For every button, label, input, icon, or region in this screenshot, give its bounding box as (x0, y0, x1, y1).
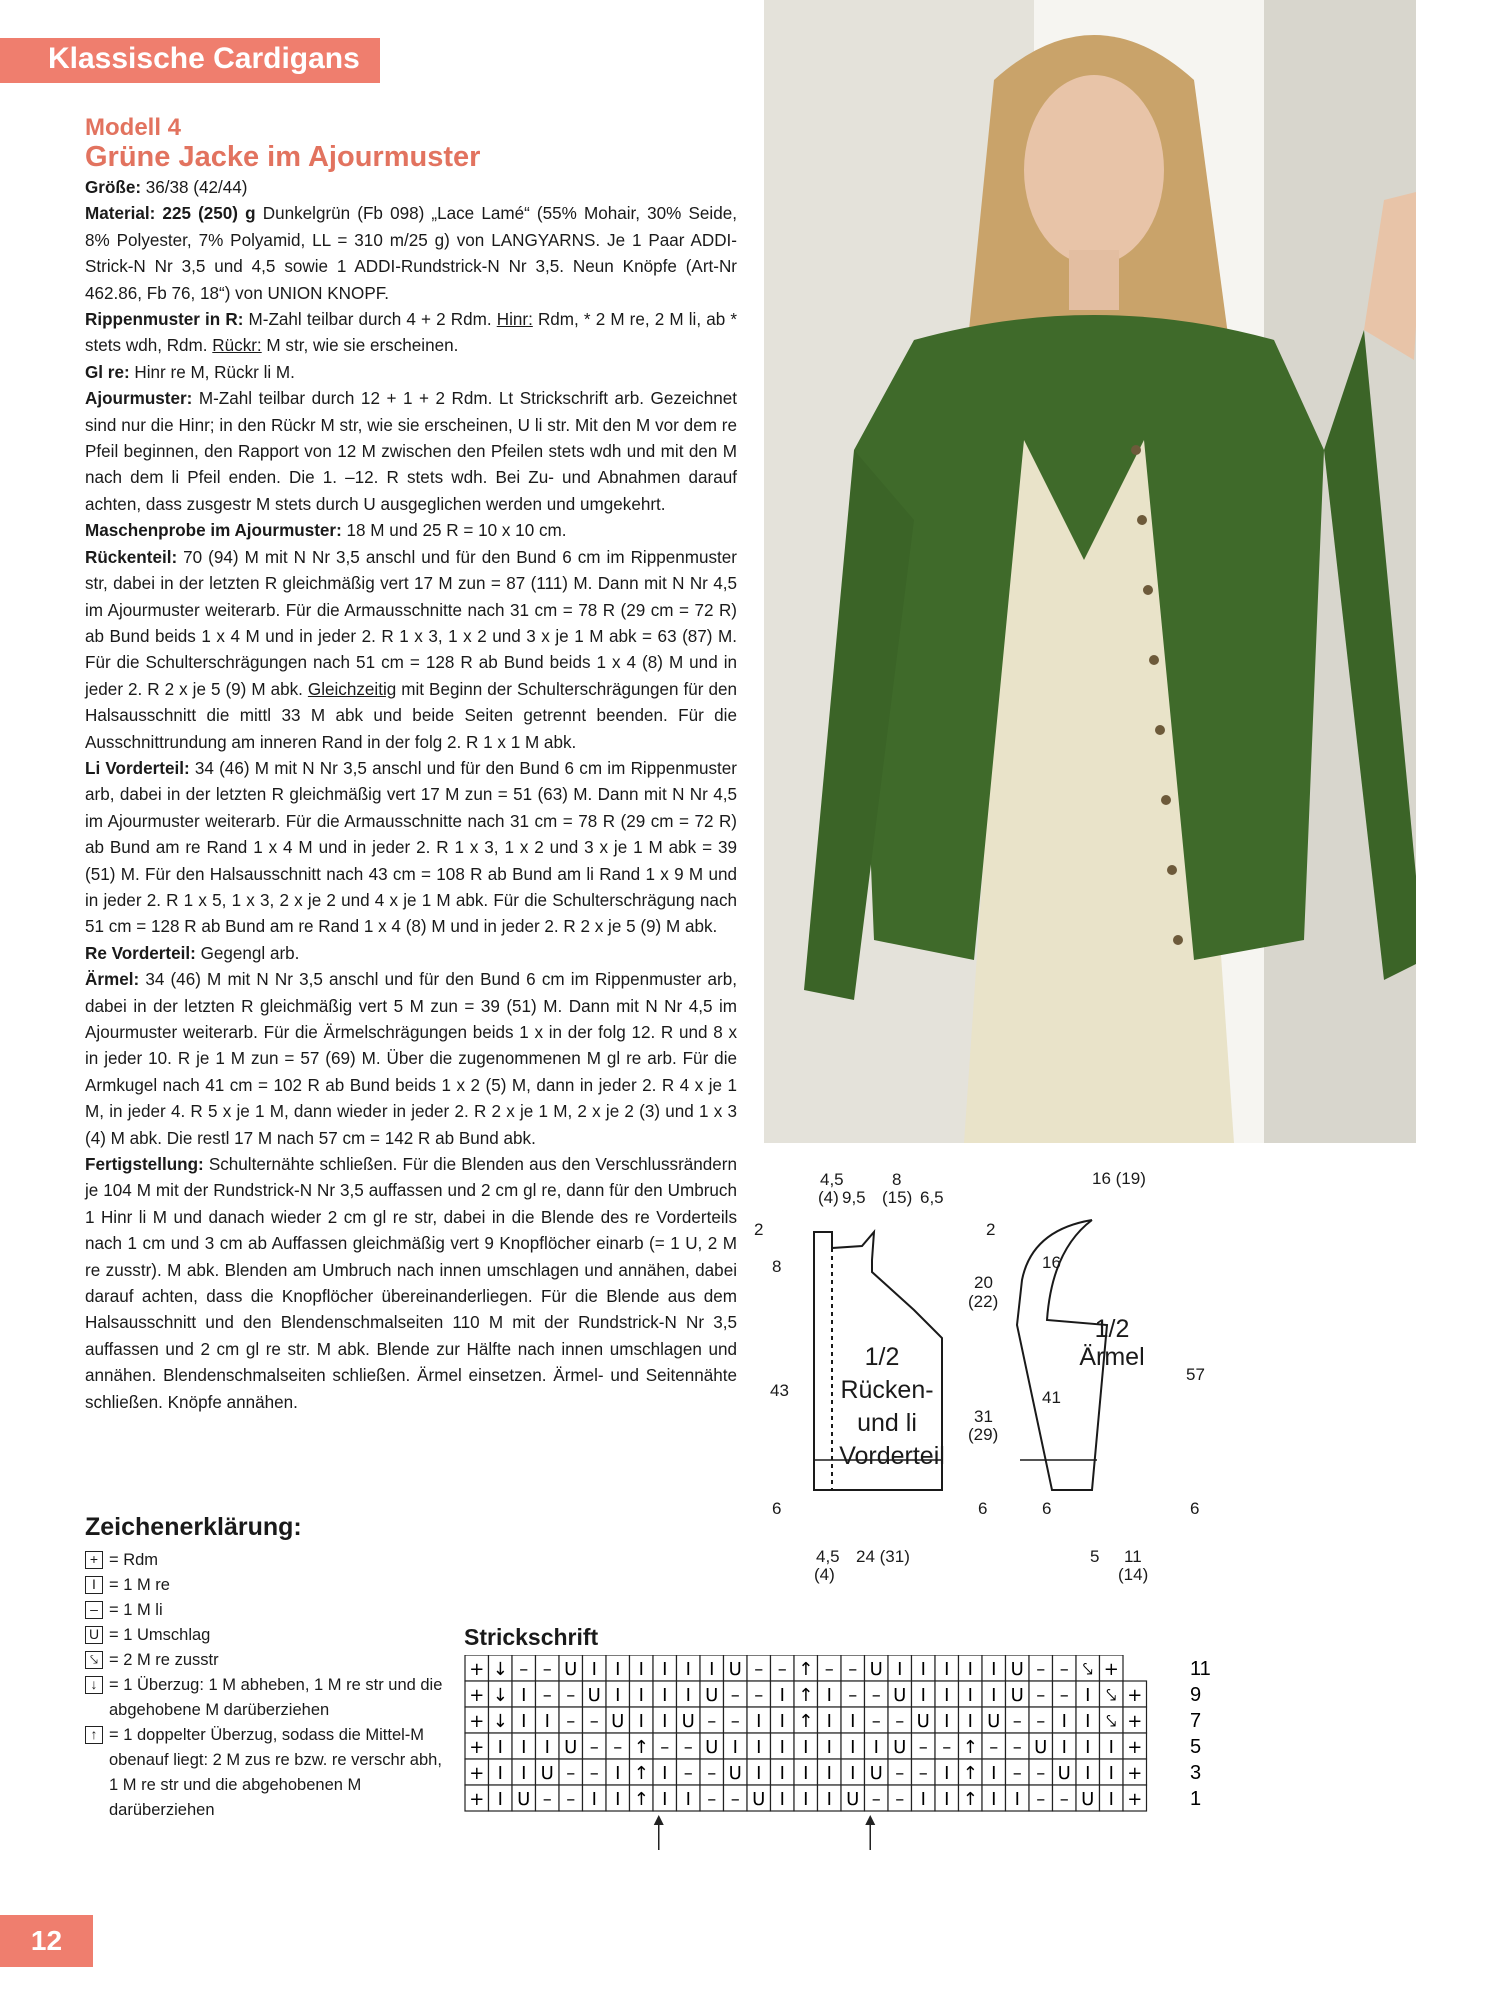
dim-right-2: 2 (986, 1220, 996, 1239)
body-label-4: Vorderteil (839, 1442, 945, 1470)
chart-symbol: – (589, 1763, 599, 1784)
chart-symbol: – (777, 1659, 787, 1680)
chart-symbol: – (895, 1789, 905, 1810)
dim-top-b: 9,5 (842, 1188, 866, 1207)
chart-symbol: I (1085, 1737, 1091, 1758)
chart-symbol: I (709, 1659, 715, 1680)
chart-symbol: – (989, 1737, 999, 1758)
chart-symbol: I (756, 1763, 762, 1784)
dim-right-29: (29) (968, 1425, 999, 1444)
chart-symbol: + (469, 1711, 485, 1732)
dim-bottom-b: 24 (31) (856, 1547, 910, 1566)
model-photo (764, 0, 1416, 1143)
finishing-label: Fertigstellung: (85, 1155, 204, 1175)
legend (85, 1513, 445, 1823)
model-photo-illustration (764, 0, 1416, 1143)
chart-symbol: – (707, 1711, 717, 1732)
chart-symbol: I (1085, 1711, 1091, 1732)
chart-symbol: I (521, 1711, 527, 1732)
chart-symbol: I (1014, 1789, 1020, 1810)
chart-symbol: I (944, 1711, 950, 1732)
dim-right-22: (22) (968, 1292, 999, 1311)
chart-symbol: U (916, 1711, 930, 1732)
skp-icon: ↓ (85, 1676, 103, 1694)
chart-symbol: U (893, 1685, 907, 1706)
chart-symbol: I (756, 1711, 762, 1732)
left-front-label: Li Vorderteil: (85, 758, 190, 778)
dim-sleeve-bottom-b: 11 (1124, 1547, 1142, 1566)
chart-symbol: U (869, 1659, 883, 1680)
chart-symbol: – (848, 1659, 858, 1680)
chart-symbol: ⤥ (1106, 1711, 1117, 1732)
chart-symbol: I (756, 1737, 762, 1758)
dim-right-6: 6 (978, 1499, 988, 1518)
chart-symbol: I (1061, 1711, 1067, 1732)
chart-symbol: ⤥ (1106, 1685, 1117, 1706)
chart-symbol: – (730, 1789, 740, 1810)
chart-symbol: I (779, 1737, 785, 1758)
chart-symbol: I (826, 1789, 832, 1810)
body-label-1: 1/2 (864, 1343, 900, 1371)
sleeve-label-2: Ärmel (1079, 1343, 1145, 1371)
rib-rs-label: Hinr: (496, 310, 533, 330)
double-decrease-icon: ↑ (85, 1726, 103, 1744)
legend-item-text: = 1 M li (109, 1601, 163, 1619)
legend-item (85, 1623, 445, 1648)
chart-symbol: – (754, 1685, 764, 1706)
chart-symbol: U (893, 1737, 907, 1758)
dim-sleeve-top: 16 (19) (1092, 1169, 1146, 1188)
chart-symbol: I (638, 1711, 644, 1732)
chart-symbol: I (685, 1685, 691, 1706)
chart-symbol: U (1057, 1763, 1071, 1784)
dim-sleeve-6r: 6 (1190, 1499, 1200, 1518)
chart-symbol: – (871, 1685, 881, 1706)
instructions-column (85, 115, 737, 1416)
chart-symbol: I (826, 1685, 832, 1706)
dim-top-a2: (4) (818, 1188, 839, 1207)
chart-symbol: + (1127, 1711, 1143, 1732)
chart-symbol: U (705, 1737, 719, 1758)
chart-symbol: I (615, 1659, 621, 1680)
chart-symbol: – (1036, 1685, 1046, 1706)
page-number: 12 (0, 1915, 93, 1967)
purl-icon: – (85, 1601, 103, 1619)
dim-top-d: 6,5 (920, 1188, 944, 1207)
chart-symbol: U (1010, 1659, 1024, 1680)
chart-row-number: 9 (1190, 1684, 1202, 1706)
sleeve-text: 34 (46) M mit N Nr 3,5 anschl und für den Bund 6 cm im Rippenmuster arb, dabei in der letzten R gleichmäßig vert 5 M zun = 39 (51) M. Dann mit N Nr 4,5 im Ajourmuster weiterarb. Für die Ärmelschrägungen beids 1 x in der folg 12. R und 8 x in jeder 10. R je 1 M zun = 57 (69) M. Über die zugenommenen M gl re arb. Für die Armkugel nach 41 cm = 102 R ab Bund beids 1 x 2 (5) M, dann in jeder 2. R 4 x je 1 M, in jeder 4. R 5 x je 1 M, dann wieder in jeder 2. R 2 x je 1 M, 2 x je 2 (3) und 1 x 3 (4) M abk. Die restl 17 M nach 57 cm = 142 R ab Bund abk. (85, 970, 737, 1148)
sleeve-paragraph (85, 967, 737, 1152)
chart-symbol: – (1059, 1685, 1069, 1706)
chart-symbol: I (497, 1763, 503, 1784)
chart-symbol: I (1108, 1789, 1114, 1810)
legend-item (85, 1673, 445, 1723)
lace-text: M-Zahl teilbar durch 12 + 1 + 2 Rdm. Lt Strickschrift arb. Gezeichnet sind nur die Hinr; in den Rückr M str, wie sie erscheinen, U li str. Mit den M vor dem re Pfeil beginnen, den Rapport von 12 M zwischen den Pfeilen stets wdh und mit den M nach dem li Pfeil enden. Die 1. –12. R stets wdh. Bei Zu- und Abnahmen darauf achten, dass zusgestr M stets durch U ausgeglichen werden und umgekehrt. (85, 389, 737, 514)
chart-symbol: I (615, 1763, 621, 1784)
chart-symbol: – (566, 1763, 576, 1784)
chart-symbol: U (987, 1711, 1001, 1732)
chart-symbol: I (521, 1763, 527, 1784)
chart-symbol: ↑ (633, 1763, 649, 1784)
chart-symbol: – (707, 1763, 717, 1784)
chart-symbol: I (732, 1737, 738, 1758)
chart-symbol: U (705, 1685, 719, 1706)
dim-left-8: 8 (772, 1257, 782, 1276)
chart-symbol: I (850, 1763, 856, 1784)
chart-symbol: I (497, 1737, 503, 1758)
chart-symbol: I (497, 1789, 503, 1810)
legend-item (85, 1598, 445, 1623)
chart-symbol: I (1061, 1737, 1067, 1758)
chart-symbol: U (611, 1711, 625, 1732)
chart-symbol: I (685, 1659, 691, 1680)
chart-symbol: U (564, 1659, 578, 1680)
legend-item-text: = 1 Überzug: 1 M abheben, 1 M re str und die abgehobene M darüberziehen (109, 1676, 443, 1719)
chart-symbol: – (1036, 1763, 1046, 1784)
chart-symbol: – (871, 1711, 881, 1732)
legend-item-text: = 2 M re zusstr (109, 1651, 219, 1669)
back-text-2: mit Beginn der Schulterschrägungen für den Halsausschnitt die mittl 33 M abk und beide Seiten getrennt beenden. Für die Ausschnittrundung am inneren Rand in der folg 2. R 1 x 1 M abk. (85, 679, 737, 752)
chart-symbol: U (587, 1685, 601, 1706)
chart-symbol: I (1108, 1763, 1114, 1784)
chart-symbol: + (1127, 1737, 1143, 1758)
left-front-paragraph (85, 756, 737, 941)
chart-symbol: – (683, 1763, 693, 1784)
chart-symbol: I (662, 1763, 668, 1784)
dim-top-c2: (15) (882, 1188, 913, 1207)
chart-row-number: 11 (1190, 1658, 1211, 1680)
selvedge-icon: + (85, 1551, 103, 1569)
chart-symbol: I (779, 1685, 785, 1706)
gauge-label: Maschenprobe im Ajourmuster: (85, 521, 342, 541)
chart-symbol: I (615, 1685, 621, 1706)
dim-sleeve-16: 16 (1042, 1253, 1061, 1272)
repeat-arrow-head (865, 1815, 875, 1825)
chart-symbol: – (730, 1711, 740, 1732)
k2tog-icon: ⤥ (85, 1651, 103, 1669)
chart-symbol: ↑ (962, 1789, 978, 1810)
chart-symbol: ↑ (962, 1737, 978, 1758)
size-text: 36/38 (42/44) (141, 178, 248, 197)
chart-symbol: U (1010, 1685, 1024, 1706)
stockinette-text: Hinr re M, Rückr li M. (129, 362, 295, 382)
chart-symbol: I (779, 1789, 785, 1810)
rib-ws-label: Rückr: (212, 336, 262, 356)
legend-item-text: = 1 doppelter Überzug, sodass die Mittel-M obenauf liegt: 2 M zus re bzw. re verschr abh, 1 M re str und die abgehobenen M darüberziehen (109, 1726, 442, 1819)
chart-symbol: ↓ (492, 1659, 508, 1680)
chart-symbol: I (920, 1685, 926, 1706)
chart-symbol: – (942, 1737, 952, 1758)
dim-left-6: 6 (772, 1499, 782, 1518)
chart-symbol: – (589, 1711, 599, 1732)
chart-symbol: + (469, 1685, 485, 1706)
chart-symbol: I (591, 1789, 597, 1810)
left-front-text: 34 (46) M mit N Nr 3,5 anschl und für den Bund 6 cm im Rippenmuster arb, dabei in der letzten R gleichmäßig vert 17 M zun = 51 (63) M. Dann mit N Nr 4,5 im Ajourmuster weiterarb. Für die Armausschnitte nach 31 cm = 78 R (29 cm = 72 R) ab Bund am re Rand 1 x 4 M und in jeder 2. R 1 x 3, 1 x 2 und 3 x je 1 M abk = 39 (51) M. Für den Halsausschnitt nach 43 cm = 108 R ab Bund am li Rand 1 x 9 M und in jeder 2. R 1 x 5, 1 x 3, 2 x je 2 und 4 x je 1 M abk. Für die Schulterschrägung nach 51 cm = 128 R ab Bund am re Rand 1 x 4 (8) M und in jeder 2. R 2 x je 5 (9) M abk. (85, 758, 737, 937)
stockinette-paragraph (85, 360, 737, 386)
right-front-text: Gegengl arb. (195, 943, 300, 963)
chart-symbol: I (991, 1789, 997, 1810)
chart-symbol: I (991, 1685, 997, 1706)
legend-item (85, 1723, 445, 1823)
chart-symbol: + (469, 1659, 485, 1680)
chart-symbol: – (895, 1711, 905, 1732)
chart-symbol: – (660, 1737, 670, 1758)
gauge-text: 18 M und 25 R = 10 x 10 cm. (341, 521, 567, 541)
chart-symbol: I (967, 1711, 973, 1732)
legend-item-text: = 1 Umschlag (109, 1626, 211, 1644)
chart-symbol: – (918, 1763, 928, 1784)
chart-symbol: I (991, 1659, 997, 1680)
chart-symbol: U (728, 1763, 742, 1784)
dim-sleeve-bottom-a: 5 (1090, 1547, 1100, 1566)
chart-symbol: – (871, 1789, 881, 1810)
chart-symbol: I (850, 1711, 856, 1732)
chart-row-number: 3 (1190, 1762, 1202, 1784)
dim-left-43: 43 (770, 1381, 789, 1400)
chart-symbol: I (803, 1737, 809, 1758)
body-label-2: Rücken- (840, 1376, 934, 1404)
chart-symbol: I (615, 1789, 621, 1810)
chart-symbol: I (920, 1789, 926, 1810)
chart-symbol: I (521, 1685, 527, 1706)
chart-symbol: I (591, 1659, 597, 1680)
legend-item-text: = Rdm (109, 1551, 159, 1569)
chart-symbol: U (681, 1711, 695, 1732)
chart-symbol: U (540, 1763, 554, 1784)
chart-symbol: I (1085, 1685, 1091, 1706)
chart-symbol: I (944, 1659, 950, 1680)
repeat-arrow-head (654, 1815, 664, 1825)
chart-symbol: ↓ (492, 1685, 508, 1706)
gauge-paragraph (85, 518, 737, 544)
yarn-over-icon: U (85, 1626, 103, 1644)
lace-pattern-paragraph (85, 386, 737, 518)
chart-symbol: I (685, 1789, 691, 1810)
back-text: 70 (94) M mit N Nr 3,5 anschl und für den Bund 6 cm im Rippenmuster str, dabei in der letzten R gleichmäßig vert 17 M zun = 87 (111) M. Dann mit N Nr 4,5 im Ajourmuster weiterarb. Für die Armausschnitte nach 31 cm = 78 R (29 cm = 72 R) ab Bund beids 1 x 4 M und in jeder 2. R 1 x 3, 1 x 2 und 3 x je 1 M abk = 63 (87) M. Für die Schulterschrägungen nach 51 cm = 128 R ab Bund beids 1 x 4 (8) M und in jeder 2. R 2 x je 5 (9) M abk. (85, 547, 737, 699)
chart-symbol: – (1036, 1711, 1046, 1732)
knit-icon: I (85, 1576, 103, 1594)
chart-symbol: – (1036, 1789, 1046, 1810)
finishing-paragraph (85, 1152, 737, 1416)
dim-right-20: 20 (974, 1273, 993, 1292)
chart-symbol: + (1103, 1659, 1119, 1680)
size-schematic (752, 1160, 1212, 1590)
chart-symbol: U (728, 1659, 742, 1680)
right-front-paragraph (85, 941, 737, 967)
chart-symbol: U (517, 1789, 531, 1810)
chart-symbol: – (683, 1737, 693, 1758)
chart-symbol: – (589, 1737, 599, 1758)
chart-symbol: I (991, 1763, 997, 1784)
chart-symbol: I (638, 1659, 644, 1680)
chart-symbol: I (779, 1711, 785, 1732)
chart-symbol: I (850, 1737, 856, 1758)
chart-symbol: – (542, 1659, 552, 1680)
dim-left-2: 2 (754, 1220, 764, 1239)
chart-symbol: – (895, 1763, 905, 1784)
chart-symbol: ↑ (798, 1659, 814, 1680)
chart-symbol: – (848, 1685, 858, 1706)
sleeve-label-1: 1/2 (1094, 1315, 1130, 1343)
dim-sleeve-57: 57 (1186, 1365, 1205, 1384)
chart-symbol: – (824, 1659, 834, 1680)
body-label-3: und li (857, 1409, 917, 1437)
legend-title: Zeichenerklärung: (85, 1513, 302, 1541)
back-paragraph (85, 545, 737, 756)
chart-row-number: 1 (1190, 1788, 1202, 1810)
chart-symbol: – (918, 1737, 928, 1758)
chart-symbol: I (826, 1737, 832, 1758)
material-paragraph (85, 201, 737, 307)
chart-symbol: I (1085, 1763, 1091, 1784)
size-paragraph (85, 175, 737, 201)
chart-symbol: I (521, 1737, 527, 1758)
size-label: Größe: (85, 178, 142, 197)
chart-symbol: – (566, 1789, 576, 1810)
chart-symbol: – (566, 1711, 576, 1732)
chart-symbol: ⤥ (1082, 1659, 1093, 1680)
chart-symbol: I (662, 1685, 668, 1706)
chart-symbol: – (542, 1789, 552, 1810)
chart-symbol: – (754, 1659, 764, 1680)
chart-symbol: + (469, 1789, 485, 1810)
chart-symbol: I (662, 1711, 668, 1732)
chart-symbol: U (869, 1763, 883, 1784)
model-title: Grüne Jacke im Ajourmuster (85, 141, 481, 173)
chart-symbol: – (1012, 1737, 1022, 1758)
chart-symbol: I (662, 1789, 668, 1810)
dim-sleeve-6: 6 (1042, 1499, 1052, 1518)
chart-symbol: ↑ (798, 1685, 814, 1706)
chart-symbol: I (826, 1763, 832, 1784)
finishing-text: Schulternähte schließen. Für die Blenden aus den Verschlussrändern je 104 M mit der Rundstrick-N Nr 3,5 auffassen und 2 cm gl re, dann für den Umbruch 1 Hinr li M und danach wieder 2 cm gl re str, dabei in die Blende des re Vorderteils nach 1 cm und 3 cm ab Auffassen gleichmäßig vert 9 Knopflöcher einarb (= 1 U, 2 M re zusstr). M abk. Blenden am Umbruch nach innen umschlagen und annähen, dabei darauf achten, dass die Knopflöcher übereinanderliegen. Für die Blende aus dem Halsausschnitt und den Blendenschmalseiten 110 M mit der Rundstrick-N Nr 3,5 auffassen und 2 cm gl re str. M abk. Blende zur Hälfte nach innen umschlagen und annähen. Blendenschmalseiten schließen. Ärmel einsetzen. Ärmel- und Seitennähte schließen. Knöpfe annähen. (85, 1155, 737, 1412)
chart-symbol: I (897, 1659, 903, 1680)
back-simultaneously: Gleichzeitig (307, 679, 397, 699)
chart-symbol: – (542, 1685, 552, 1706)
chart-symbol: – (1012, 1763, 1022, 1784)
chart-symbol: I (873, 1737, 879, 1758)
knitting-chart (460, 1655, 1220, 1855)
chart-symbol: + (1127, 1763, 1143, 1784)
dim-sleeve-bottom-b2: (14) (1118, 1565, 1149, 1584)
chart-symbol: I (803, 1763, 809, 1784)
lace-label: Ajourmuster: (85, 389, 193, 409)
dim-right-31: 31 (974, 1407, 993, 1426)
chart-symbol: I (544, 1737, 550, 1758)
rib-text: M-Zahl teilbar durch 4 + 2 Rdm. (243, 310, 497, 330)
legend-item-text: = 1 M re (109, 1576, 170, 1594)
material-label: Material: 225 (250) g (85, 204, 256, 224)
rib-label: Rippenmuster in R: (85, 310, 244, 330)
chart-symbol: – (566, 1685, 576, 1706)
dim-top-c: 8 (892, 1170, 902, 1189)
chart-row-number: 7 (1190, 1710, 1202, 1732)
chart-symbol: I (638, 1685, 644, 1706)
legend-item (85, 1548, 445, 1573)
chart-symbol: ↑ (633, 1789, 649, 1810)
chart-symbol: – (519, 1659, 529, 1680)
chart-symbol: I (920, 1659, 926, 1680)
chart-symbol: + (469, 1737, 485, 1758)
chart-symbol: U (752, 1789, 766, 1810)
chart-symbol: + (1127, 1789, 1143, 1810)
stockinette-label: Gl re: (85, 362, 130, 382)
dim-sleeve-41: 41 (1042, 1388, 1061, 1407)
chart-symbol: I (944, 1789, 950, 1810)
chart-symbol: + (469, 1763, 485, 1784)
chart-symbol: I (544, 1711, 550, 1732)
rib-pattern-paragraph (85, 307, 737, 360)
chart-symbol: – (1059, 1659, 1069, 1680)
chart-symbol: I (826, 1711, 832, 1732)
chart-symbol: I (944, 1685, 950, 1706)
model-label: Modell 4 (85, 114, 182, 141)
chart-symbol: ↓ (492, 1711, 508, 1732)
chart-symbol: – (707, 1789, 717, 1810)
chart-symbol: I (803, 1789, 809, 1810)
legend-item (85, 1573, 445, 1598)
chart-symbol: ↑ (798, 1711, 814, 1732)
chart-symbol: I (944, 1763, 950, 1784)
chart-symbol: – (730, 1685, 740, 1706)
chart-symbol: – (1036, 1659, 1046, 1680)
dim-bottom-a2: (4) (814, 1565, 835, 1584)
back-label: Rückenteil: (85, 547, 178, 567)
chart-symbol: U (1034, 1737, 1048, 1758)
chart-symbol: I (1108, 1737, 1114, 1758)
chart-symbol: – (1012, 1711, 1022, 1732)
legend-item (85, 1648, 445, 1673)
right-front-label: Re Vorderteil: (85, 943, 196, 963)
chart-symbol: U (846, 1789, 860, 1810)
chart-symbol: ↑ (633, 1737, 649, 1758)
chart-symbol: – (613, 1737, 623, 1758)
chart-symbol: U (1081, 1789, 1095, 1810)
chart-row-number: 5 (1190, 1736, 1202, 1758)
material-text: Dunkelgrün (Fb 098) „Lace Lamé“ (55% Mohair, 30% Seide, 8% Polyester, 7% Polyamid, LL = 310 m/25 g) von LANGYARNS. Je 1 Paar ADDI-Strick-N Nr 3,5 und 4,5 sowie 1 ADDI-Rundstrick-N Nr 3,5. Neun Knöpfe (Art-Nr 462.86, Fb 76, 18“) von UNION KNOPF. (85, 204, 737, 303)
chart-symbol: I (967, 1659, 973, 1680)
chart-symbol: U (564, 1737, 578, 1758)
chart-symbol: I (662, 1659, 668, 1680)
section-banner-title: Klassische Cardigans (48, 42, 360, 75)
dim-bottom-a: 4,5 (816, 1547, 840, 1566)
chart-symbol: I (967, 1685, 973, 1706)
chart-symbol: – (1059, 1789, 1069, 1810)
chart-symbol: + (1127, 1685, 1143, 1706)
chart-title: Strickschrift (464, 1624, 599, 1650)
rib-text-rs: Rdm, * 2 M re, 2 M li, ab * stets wdh, Rdm. (85, 310, 737, 356)
rib-text-ws: M str, wie sie erscheinen. (261, 336, 459, 356)
dim-top-a: 4,5 (820, 1170, 844, 1189)
chart-symbol: ↑ (962, 1763, 978, 1784)
sleeve-label: Ärmel: (85, 970, 140, 990)
chart-symbol: I (779, 1763, 785, 1784)
